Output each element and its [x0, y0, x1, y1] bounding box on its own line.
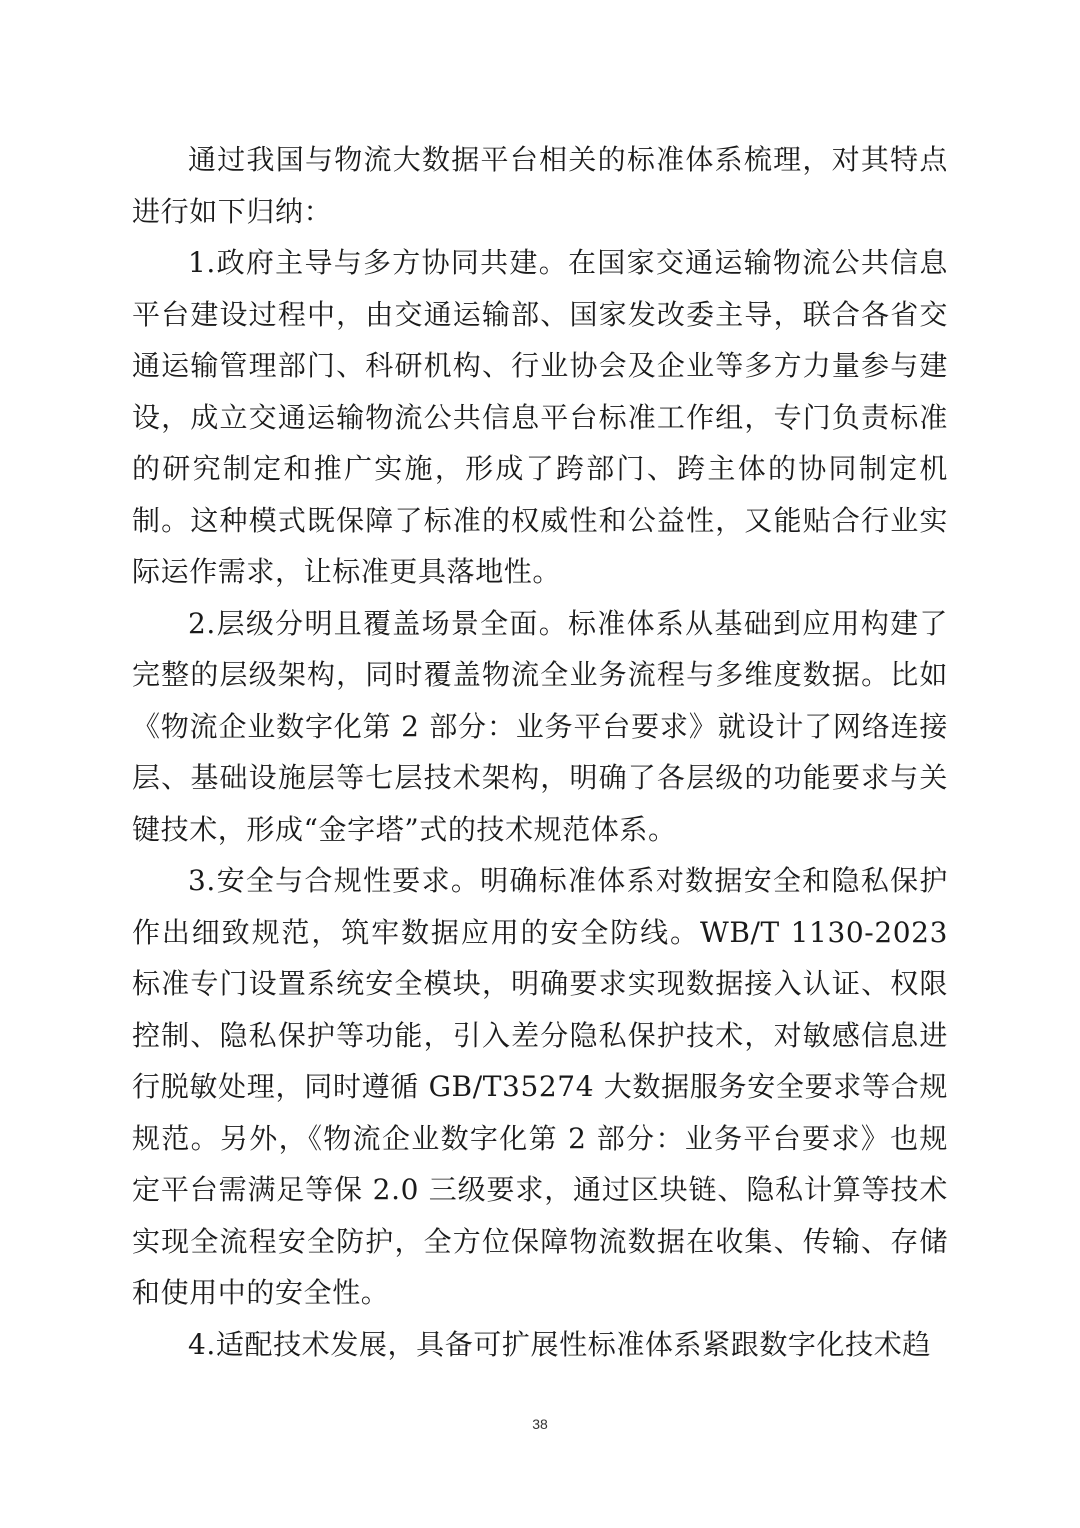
paragraph-point-1: 1.政府主导与多方协同共建。在国家交通运输物流公共信息平台建设过程中，由交通运输部、国家发改委主导，联合各省交通运输管理部门、科研机构、行业协会及企业等多方力量参与建设，成立交通运输物流公共信息平台标准工作组，专门负责标准的研究制定和推广实施，形成了跨部门、跨主体的协同制定机制。这种模式既保障了标准的权威性和公益性，又能贴合行业实际运作需求，让标准更具落地性。 — [132, 246, 948, 588]
paragraph-point-4: 4.适配技术发展，具备可扩展性标准体系紧跟数字化技术趋 — [188, 1327, 931, 1361]
paragraph-point-2: 2.层级分明且覆盖场景全面。标准体系从基础到应用构建了完整的层级架构，同时覆盖物流全业务流程与多维度数据。比如《物流企业数字化第 2 部分：业务平台要求》就设计了网络连接层、基础设施层等七层技术架构，明确了各层级的功能要求与关键技术，形成“金字塔”式的技术规范体系。 — [132, 606, 948, 846]
page-number: 38 — [532, 1416, 548, 1432]
paragraph-point-3: 3.安全与合规性要求。明确标准体系对数据安全和隐私保护作出细致规范，筑牢数据应用的安全防线。WB/T 1130-2023 标准专门设置系统安全模块，明确要求实现数据接入认证、权限控制、隐私保护等功能，引入差分隐私保护技术，对敏感信息进行脱敏处理，同时遵循 GB/T35274 大数据服务安全要求等合规规范。另外，《物流企业数字化第 2 部分：业务平台要求》也规定平台需满足等保 2.0 三级要求，通过区块链、隐私计算等技术实现全流程安全防护，全方位保障物流数据在收集、传输、存储和使用中的安全性。 — [132, 864, 948, 1309]
document-body — [132, 134, 948, 1370]
paragraph-intro: 通过我国与物流大数据平台相关的标准体系梳理，对其特点进行如下归纳： — [132, 143, 948, 228]
